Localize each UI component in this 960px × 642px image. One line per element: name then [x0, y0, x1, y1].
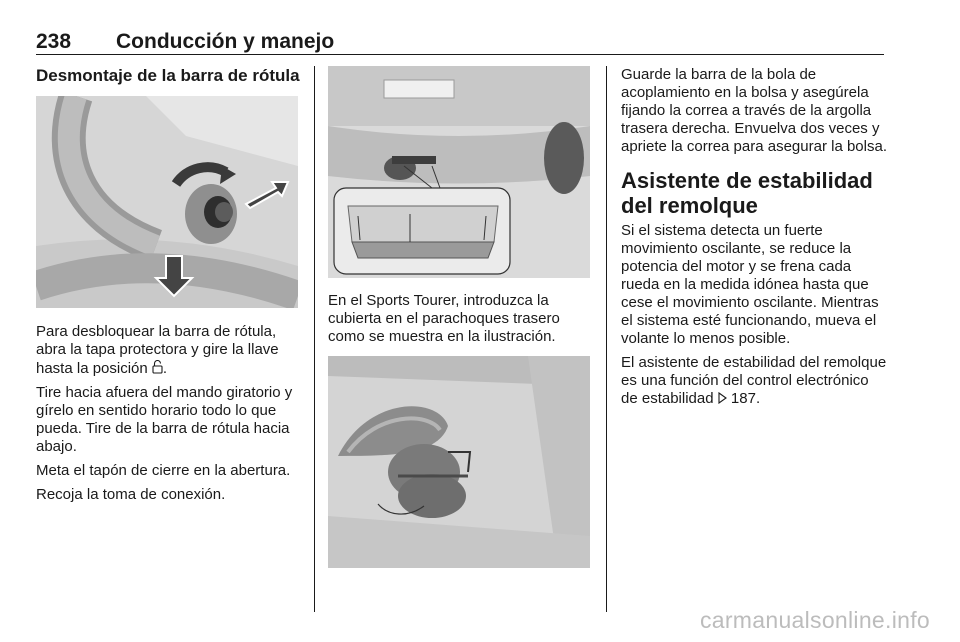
column-1-text [36, 323, 302, 510]
rear-bumper-cover-illustration [328, 66, 590, 278]
paragraph-sealing-plug: Meta el tapón de cierre en la abertura. [36, 462, 291, 479]
section-heading-trailer-stability: Asistente de estabilidad del remolque [621, 168, 873, 218]
column-3-text [621, 66, 887, 414]
chapter-title: Conducción y manejo [116, 30, 335, 53]
column-2-text [328, 292, 590, 352]
paragraph-trailer-stability-2-text: El asistente de estabilidad del remolque es una función del control electrónico de estabilidad [621, 354, 887, 407]
page-reference-number[interactable]: 187. [726, 390, 761, 407]
paragraph-store-towbar: Guarde la barra de la bola de acoplamiento en la bolsa y asegúrela fijando la correa a través de la argolla trasera derecha. Envuelva dos veces y apriete la correa para asegurar la bolsa. [621, 66, 887, 155]
header-rule [36, 54, 884, 55]
unlock-icon [152, 360, 163, 376]
paragraph-unlock [36, 323, 302, 378]
column-divider-1 [314, 66, 315, 612]
paragraph-unlock-text: Para desbloquear la barra de rótula, abra la tapa protectora y gire la llave hasta la posición [36, 323, 279, 377]
paragraph-rotary-knob: Tire hacia afuera del mando giratorio y gírelo en sentido horario todo lo que pueda. Tire de la barra de rótula hacia abajo. [36, 384, 293, 455]
paragraph-bumper-cover: En el Sports Tourer, introduzca la cubierta en el parachoques trasero como se muestra en la ilustración. [328, 292, 560, 345]
page-number: 238 [36, 30, 72, 53]
paragraph-trailer-stability-2 [621, 354, 887, 408]
watermark: carmanualsonline.info [699, 607, 930, 633]
column-1-heading-block [36, 66, 304, 86]
paragraph-trailer-stability-1: Si el sistema detecta un fuerte movimiento oscilante, se reduce la potencia del motor y se frena cada rueda en la medida idónea hasta que cese el movimiento oscilante. Mientras el sistema esté funcionando, mueva el volante lo menos posible. [621, 222, 879, 347]
paragraph-socket: Recoja la toma de conexión. [36, 486, 226, 503]
towbar-removal-illustration [36, 96, 298, 308]
page-reference-icon [718, 390, 727, 407]
towbar-bag-illustration [328, 356, 590, 568]
column-divider-2 [606, 66, 607, 612]
section-heading-tow-bar: Desmontaje de la barra de rótula [36, 66, 300, 85]
paragraph-unlock-end: . [162, 360, 168, 377]
